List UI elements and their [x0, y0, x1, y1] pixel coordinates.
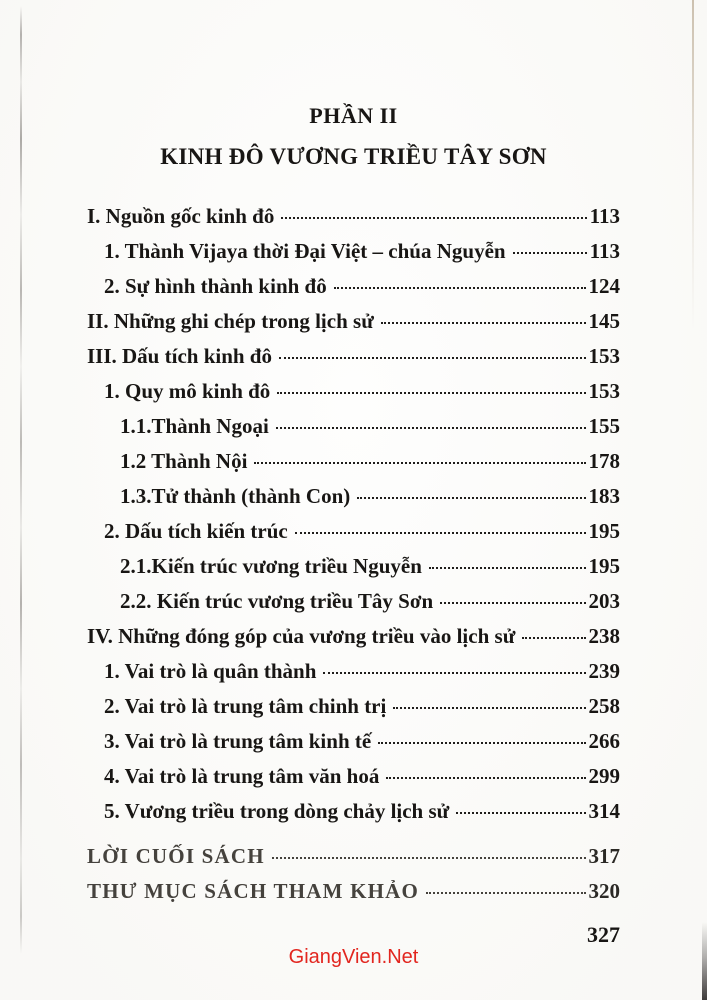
toc-entry-label: 2.1.Kiến trúc vương triều Nguyễn — [120, 554, 422, 578]
scan-edge-artifact-left — [20, 6, 22, 954]
dot-leader — [334, 287, 586, 289]
toc-entry-label: 2. Dấu tích kiến trúc — [104, 519, 288, 543]
part-title: PHẦN II — [309, 103, 398, 128]
toc-entry-label: 2. Sự hình thành kinh đô — [104, 274, 327, 298]
toc-entry-label: 2. Vai trò là trung tâm chinh trị — [104, 694, 387, 718]
toc-entry-label: 1.2 Thành Nội — [120, 449, 248, 473]
toc-list — [87, 204, 620, 834]
toc-entry-label: 1. Thành Vijaya thời Đại Việt – chúa Nguyễn — [104, 239, 506, 263]
toc-entry — [87, 379, 620, 414]
chapter-title: KINH ĐÔ VƯƠNG TRIỀU TÂY SƠN — [160, 144, 547, 169]
toc-entry-label: 4. Vai trò là trung tâm văn hoá — [104, 764, 380, 788]
toc-entry-label: THƯ MỤC SÁCH THAM KHẢO — [87, 879, 420, 903]
dot-leader — [456, 812, 585, 814]
toc-entry-label: 3. Vai trò là trung tâm kinh tế — [104, 729, 372, 753]
dot-leader — [440, 602, 585, 604]
scan-edge-artifact-right — [692, 0, 694, 330]
dot-leader — [276, 427, 586, 429]
toc-entry — [87, 764, 620, 799]
toc-entry — [87, 624, 620, 659]
toc-entry-label: III. Dấu tích kinh đô — [87, 344, 272, 368]
dot-leader — [272, 857, 586, 859]
dot-leader — [279, 357, 586, 359]
toc-entry — [87, 274, 620, 309]
toc-entry — [87, 879, 620, 914]
toc-entry — [87, 694, 620, 729]
dot-leader — [386, 777, 585, 779]
watermark-text: GiangVien.Net — [288, 946, 419, 968]
toc-entry-label: I. Nguồn gốc kinh đô — [87, 204, 275, 228]
toc-page-number: 153 — [588, 344, 620, 368]
toc-entry — [87, 309, 620, 344]
table-of-contents — [87, 204, 620, 914]
toc-entry-label: LỜI CUỐI SÁCH — [87, 844, 265, 868]
dot-leader — [522, 637, 585, 639]
toc-entry — [87, 799, 620, 834]
toc-entry — [87, 844, 620, 879]
dot-leader — [378, 742, 585, 744]
toc-page-number: 183 — [588, 484, 620, 508]
toc-entry-label: 1. Vai trò là quân thành — [104, 659, 317, 683]
dot-leader — [323, 672, 585, 674]
toc-page-number: 320 — [588, 879, 620, 903]
toc-entry — [87, 449, 620, 484]
toc-entry-label: 2.2. Kiến trúc vương triều Tây Sơn — [120, 589, 434, 613]
toc-entry — [87, 729, 620, 764]
toc-entry-label: 1. Quy mô kinh đô — [104, 379, 271, 403]
folio-page-number: 327 — [587, 922, 620, 947]
toc-entry — [87, 204, 620, 239]
toc-entry — [87, 239, 620, 274]
toc-page-number: 238 — [588, 624, 620, 648]
toc-page-number: 178 — [588, 449, 620, 473]
dot-leader — [381, 322, 586, 324]
dot-leader — [429, 567, 586, 569]
toc-entry — [87, 519, 620, 554]
toc-page-number: 155 — [588, 414, 620, 438]
back-matter-list — [87, 844, 620, 914]
toc-page-number: 124 — [588, 274, 620, 298]
dot-leader — [295, 532, 586, 534]
toc-page-number: 239 — [588, 659, 620, 683]
toc-page-number: 203 — [588, 589, 620, 613]
toc-page-number: 113 — [589, 239, 620, 263]
toc-entry-label: IV. Những đóng góp của vương triều vào lịch sử — [87, 624, 516, 648]
toc-page-number: 195 — [588, 554, 620, 578]
dot-leader — [426, 892, 585, 894]
dot-leader — [393, 707, 585, 709]
dot-leader — [277, 392, 585, 394]
toc-page-number: 314 — [588, 799, 620, 823]
dot-leader — [281, 217, 586, 219]
toc-page-number: 299 — [588, 764, 620, 788]
toc-entry-label: 5. Vương triều trong dòng chảy lịch sử — [104, 799, 450, 823]
toc-entry — [87, 554, 620, 589]
title-block — [0, 0, 707, 170]
toc-page-number: 153 — [588, 379, 620, 403]
toc-page-number: 145 — [588, 309, 620, 333]
toc-page-number: 317 — [588, 844, 620, 868]
dot-leader — [513, 252, 587, 254]
toc-entry — [87, 659, 620, 694]
toc-entry — [87, 589, 620, 624]
toc-page-number: 195 — [588, 519, 620, 543]
toc-entry — [87, 414, 620, 449]
toc-entry — [87, 484, 620, 519]
dot-leader — [254, 462, 585, 464]
toc-page-number: 113 — [589, 204, 620, 228]
dot-leader — [357, 497, 585, 499]
toc-entry-label: 1.3.Tử thành (thành Con) — [120, 484, 351, 508]
toc-entry-label: II. Những ghi chép trong lịch sử — [87, 309, 374, 333]
toc-entry-label: 1.1.Thành Ngoại — [120, 414, 269, 438]
toc-page-number: 258 — [588, 694, 620, 718]
toc-entry — [87, 344, 620, 379]
toc-page-number: 266 — [588, 729, 620, 753]
